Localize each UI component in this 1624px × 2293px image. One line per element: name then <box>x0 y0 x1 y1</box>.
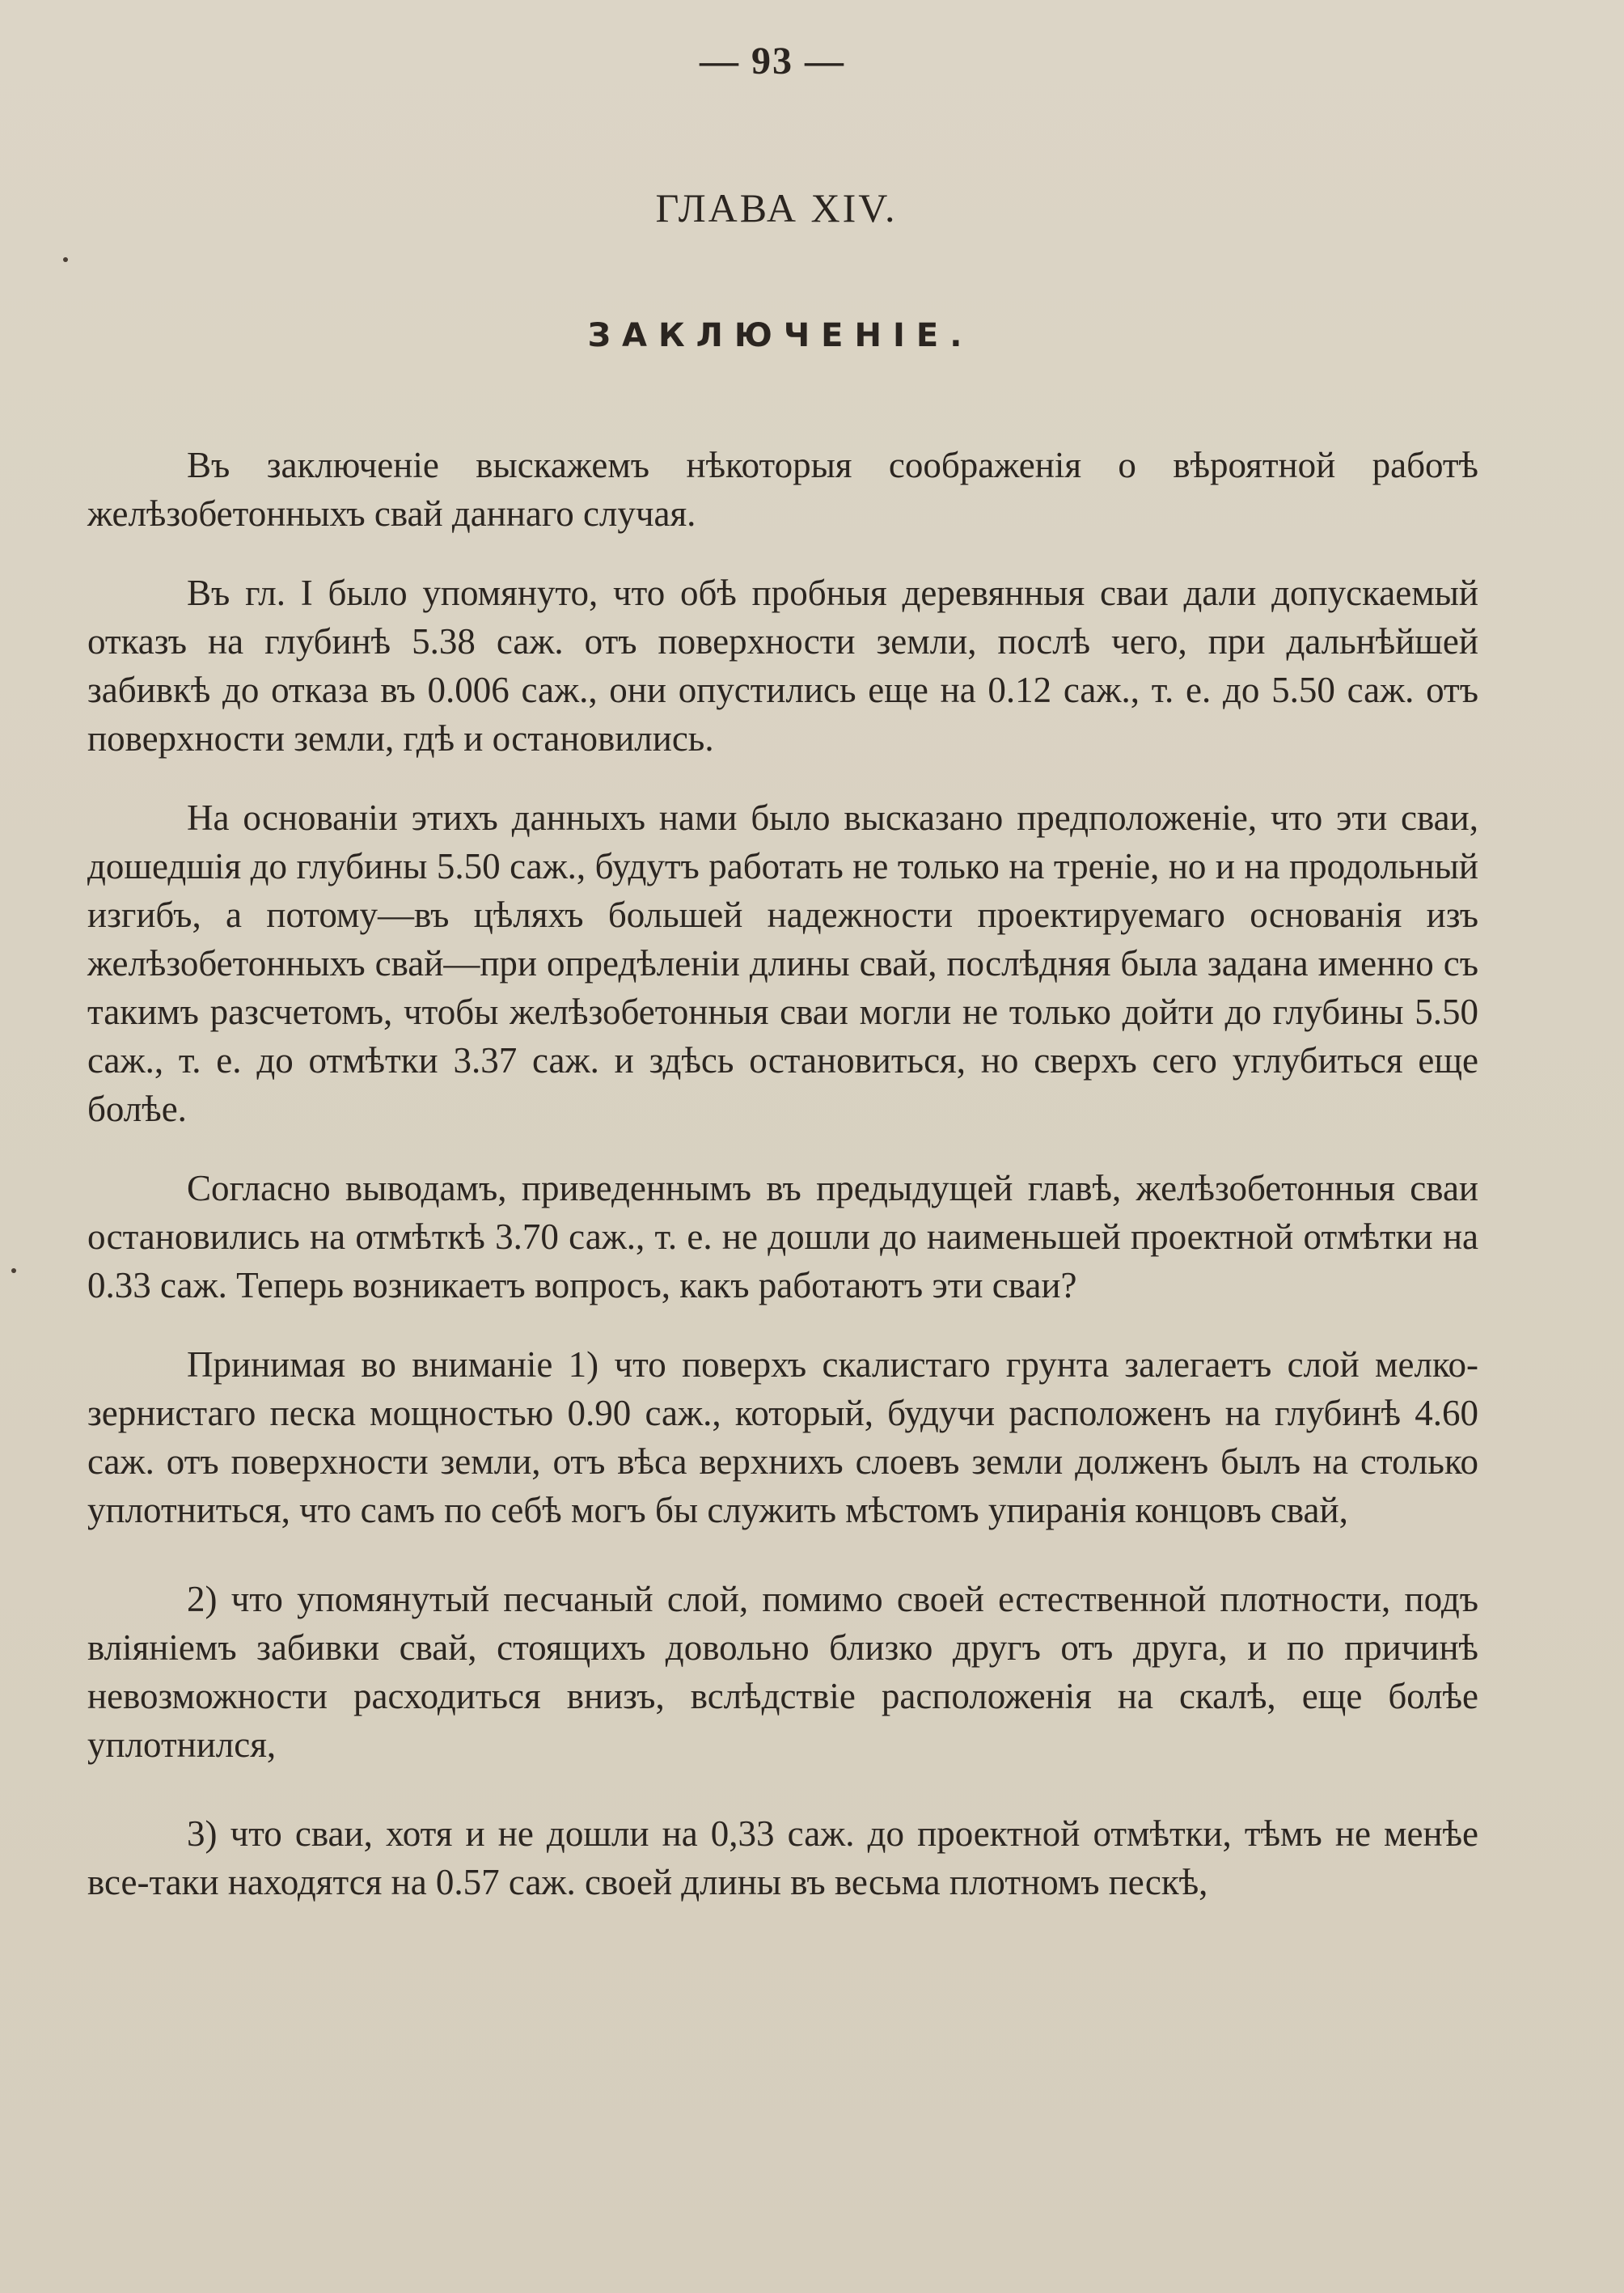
paragraph-1: Въ заключеніе выскажемъ нѣкоторыя соображенія о вѣроятной работѣ желѣзобетонныхъ свай даннаго случая. <box>87 445 1478 534</box>
body-text <box>87 441 1478 1923</box>
print-speck <box>11 1268 16 1273</box>
paragraph-3: На основаніи этихъ данныхъ нами было высказано предположеніе, что эти сваи, дошедшія до глубины 5.50 саж., будутъ работать не только на треніе, но и на продольный изгибъ, а потому—въ цѣляхъ большей надежности проектируемаго основанія изъ желѣзобетонныхъ свай—при опредѣленіи длины свай, послѣдняя была задана именно съ такимъ разсчетомъ, чтобы желѣзобетонныя сваи могли не только дойти до глубины 5.50 саж., т. е. до отмѣтки 3.37 саж. и здѣсь остановиться, но сверхъ сего углубиться еще болѣе. <box>87 797 1478 1129</box>
section-title: ЗАКЛЮЧЕНІЕ. <box>587 317 974 354</box>
chapter-title: ГЛАВА XIV. <box>655 185 898 231</box>
paragraph-2: Въ гл. I было упомянуто, что обѣ пробныя деревянныя сваи дали допускаемый отказъ на глубинѣ 5.38 саж. отъ поверхности земли, послѣ чего, при дальнѣйшей забивкѣ до отказа въ 0.006 саж., они опустились еще на 0.12 саж., т. е. до 5.50 саж. отъ поверхности земли, гдѣ и остановились. <box>87 573 1478 759</box>
paragraph-7: 3) что сваи, хотя и не дошли на 0,33 саж. до проектной отмѣтки, тѣмъ не менѣе все-таки находятся на 0.57 саж. своей длины въ весьма плотномъ пескѣ, <box>87 1813 1478 1902</box>
print-speck <box>63 257 68 262</box>
paragraph-5: Принимая во вниманіе 1) что поверхъ скалистаго грунта залегаетъ слой мелко-зернистаго песка мощностью 0.90 саж., который, будучи расположенъ на глубинѣ 4.60 саж. отъ поверхности земли, отъ вѣса верхнихъ слоевъ земли долженъ былъ на столько уплотниться, что самъ по себѣ могъ бы служить мѣстомъ упиранія концовъ свай, <box>87 1344 1478 1530</box>
page-number: — 93 — <box>700 40 845 82</box>
paragraph-4: Согласно выводамъ, приведеннымъ въ предыдущей главѣ, желѣзобетонныя сваи остановились на отмѣткѣ 3.70 саж., т. е. не дошли до наименьшей проектной отмѣтки на 0.33 саж. Теперь возникаетъ вопросъ, какъ работаютъ эти сваи? <box>87 1168 1478 1305</box>
paragraph-6: 2) что упомянутый песчаный слой, помимо своей естественной плотности, подъ вліяніемъ забивки свай, стоящихъ довольно близко другъ отъ друга, и по причинѣ невозможности расходиться внизъ, вслѣдствіе расположенія на скалѣ, еще болѣе уплотнился, <box>87 1579 1478 1765</box>
